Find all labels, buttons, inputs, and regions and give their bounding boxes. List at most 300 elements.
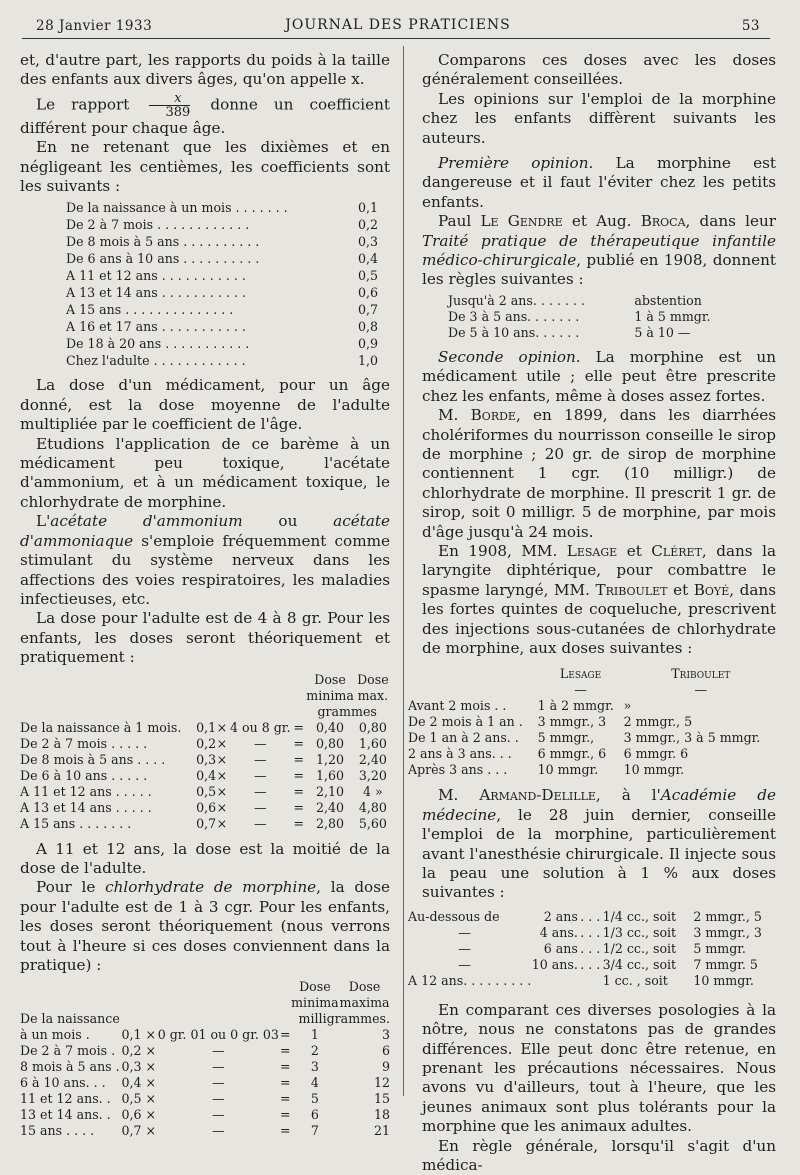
adult-dose: — <box>212 1091 225 1107</box>
dose-min: 3 <box>310 1059 319 1075</box>
coefficient-age-cell <box>66 335 352 352</box>
lesage-dose: 10 mmgr. <box>537 762 599 778</box>
lesage-dose: 3 mmgr., 3 <box>537 714 607 730</box>
coefficient-age: A 15 ans <box>66 302 122 318</box>
leader-dots: . . . . . . . . . . <box>179 251 260 267</box>
coefficient-value: 0,4 <box>357 251 378 267</box>
dose-min: 2,10 <box>316 783 345 799</box>
triboulet-dose: 10 mmgr. <box>623 762 685 778</box>
coefficient-value: 0,3 <box>357 234 378 250</box>
table-row <box>20 1027 390 1043</box>
text: s'emploie fréquemment comme stimulant du système nerveux dans les affections des voies respiratoires, les maladies infectieuses, etc. <box>20 531 390 608</box>
equals-sign: = <box>280 1027 291 1043</box>
age-label: 6 à 10 ans. . . <box>20 1075 106 1091</box>
coefficient-age-cell <box>66 199 352 216</box>
right-column <box>408 51 777 1175</box>
paragraph-legendre-broca <box>422 212 776 290</box>
coefficient-age-cell <box>66 216 352 233</box>
times-sign: × <box>216 815 228 831</box>
dose-min: 6 <box>310 1107 319 1123</box>
dose-min: 2,40 <box>316 799 345 815</box>
italic-term: chlorhydrate de morphine <box>105 878 317 897</box>
paragraph: et, d'autre part, les rapports du poids à la taille des enfants aux divers âges, qu'on appelle x. <box>20 51 390 89</box>
age-label: De 1 an à 2 ans. . <box>408 730 519 746</box>
dose-min: 1 <box>310 1027 319 1043</box>
adult-dose: — <box>253 783 267 799</box>
volume: 1/4 cc., soit <box>602 908 677 924</box>
table-row <box>448 325 738 341</box>
age-value: 10 ans. <box>531 956 578 972</box>
dose-max: 6 <box>381 1043 390 1059</box>
coefficient-age: A 16 et 17 ans <box>66 319 158 335</box>
table-row <box>20 688 390 704</box>
dose-max: 4,80 <box>358 799 387 815</box>
spacer-cell <box>20 704 304 720</box>
rule-age: De 3 à 5 ans. . . . . . . <box>448 308 580 324</box>
equals-sign: = <box>280 1107 291 1123</box>
table-row <box>66 318 378 335</box>
equals-sign: = <box>293 815 304 831</box>
age-label: 13 et 14 ans. . <box>20 1107 111 1123</box>
dose: 3 mmgr., 3 <box>693 924 762 940</box>
coefficient: 0,6 <box>196 799 217 815</box>
table-row <box>66 352 378 369</box>
table-row <box>66 267 378 284</box>
dose-max: 4 » <box>363 783 383 799</box>
paragraph-borde <box>422 406 776 542</box>
coefficient: 0,4 × <box>121 1075 157 1091</box>
dose-min: 0,80 <box>316 735 345 751</box>
coefficient: 0,4 <box>196 767 217 783</box>
spacer-cell <box>408 682 538 698</box>
author-name: Armand-Delille <box>479 786 596 805</box>
adult-dose: 0 gr. 01 ou 0 gr. 03 <box>157 1027 279 1043</box>
paragraph: La dose pour l'adulte est de 4 à 8 gr. Pour les enfants, les doses seront théoriquement et pratiquement : <box>20 609 390 667</box>
column-header: minima <box>306 687 354 703</box>
leader-dots: . . . <box>580 924 601 940</box>
text: Paul <box>438 212 481 231</box>
age-prefix: — <box>458 924 471 940</box>
age-label: Après 3 ans . . . <box>408 762 508 778</box>
coefficient: 0,5 × <box>121 1091 157 1107</box>
adult-dose: — <box>253 799 267 815</box>
adult-dose: 4 ou 8 gr. <box>230 719 291 735</box>
header-dash: — <box>694 682 708 698</box>
age-label: à un mois . <box>20 1027 90 1043</box>
morphine-dose-table <box>20 979 390 1139</box>
table-row <box>20 1011 390 1027</box>
paragraph-ratio <box>20 92 390 138</box>
italic-heading: Première opinion. <box>438 154 594 173</box>
coefficient-age: De 18 à 20 ans <box>66 336 162 352</box>
author-name: Broca <box>640 212 686 231</box>
table-row <box>408 666 778 682</box>
equals-sign: = <box>293 767 304 783</box>
column-header-unit: grammes <box>317 703 377 719</box>
coefficient-age-cell <box>66 233 352 250</box>
dose-max: 3 <box>381 1027 390 1043</box>
text: , dans les fortes quintes de coqueluche, prescrivent des injections sous-cutanées de chlorhydrate de morphine, aux doses suivantes : <box>422 580 776 657</box>
leader-dots: . . . <box>580 956 601 972</box>
table-row <box>408 682 778 698</box>
italic-term: acétate d'ammonium <box>50 512 243 531</box>
table-row <box>20 752 390 768</box>
table-row <box>20 784 390 800</box>
paragraph: En règle générale, lorsqu'il s'agit d'un médica- <box>422 1136 776 1175</box>
coefficient: 0,2 <box>196 735 217 751</box>
paragraph-morphine <box>20 878 390 975</box>
volume: 3/4 cc., soit <box>602 956 677 972</box>
coefficient: 0,1 <box>196 719 217 735</box>
dose-min: 2,80 <box>316 815 345 831</box>
dose: 2 mmgr., 5 <box>693 908 762 924</box>
coefficient-age-cell <box>66 267 352 284</box>
text: ou <box>242 512 334 531</box>
equals-sign: = <box>293 799 304 815</box>
coefficient-age: De 8 mois à 5 ans <box>66 234 180 250</box>
dose-max: 15 <box>373 1091 390 1107</box>
fraction-denominator: 389 <box>165 104 191 120</box>
table-row <box>408 762 778 778</box>
paragraph: La dose d'un médicament, pour un âge donné, est la dose moyenne de l'adulte multipliée par le coefficient de l'âge. <box>20 376 390 434</box>
coefficient-age-cell <box>66 250 352 267</box>
text: , à l' <box>595 786 661 805</box>
coefficient: 0,7 × <box>121 1123 157 1139</box>
ratio-text-before: Le rapport <box>36 95 130 114</box>
dose-max: 0,80 <box>358 719 387 735</box>
table-row <box>408 746 778 762</box>
equals-sign: = <box>280 1123 291 1139</box>
author-name: Le Gendre <box>480 212 563 231</box>
age-value: 6 ans <box>543 940 578 956</box>
header-journal-title: JOURNAL DES PRATICIENS <box>285 17 511 33</box>
column-header-triboulet: Triboulet <box>671 666 731 682</box>
coefficient-age: A 11 et 12 ans <box>66 268 158 284</box>
adult-dose: — <box>212 1107 225 1123</box>
adult-dose: — <box>253 735 267 751</box>
times-sign: × <box>216 767 228 783</box>
paragraph-first-opinion <box>422 154 776 212</box>
dose-max: 2,40 <box>358 751 387 767</box>
age-label: De 2 mois à 1 an . <box>408 714 523 730</box>
leader-dots: . . . . . . . . . . . . . . <box>121 302 234 318</box>
column-header-unit: milligrammes. <box>298 1011 390 1027</box>
header-page-number: 53 <box>741 18 760 34</box>
dose-min: 7 <box>310 1123 319 1139</box>
volume: 1 cc. , soit <box>602 972 668 988</box>
times-sign: × <box>216 799 228 815</box>
triboulet-dose: » <box>623 698 632 714</box>
age-value: 4 ans. <box>539 924 578 940</box>
dose: 5 mmgr. <box>693 940 746 956</box>
header-rule <box>22 38 770 39</box>
text: , le 28 juin dernier, conseille l'emploi de la morphine, particulièrement avant l'anesthésie chirurgicale. Il injecte sous la peau une solution à 1 % aux doses suivantes : <box>422 805 776 902</box>
table-row <box>66 250 378 267</box>
coefficient: 0,2 × <box>121 1043 157 1059</box>
table-row <box>20 704 390 720</box>
table-row <box>66 284 378 301</box>
adult-dose: — <box>253 751 267 767</box>
spacer-cell <box>408 666 538 682</box>
triboulet-dose: 6 mmgr. 6 <box>623 746 689 762</box>
coefficient-age-cell <box>66 284 352 301</box>
paragraph-lesage-triboulet <box>422 542 776 658</box>
dose-min: 5 <box>310 1091 319 1107</box>
spacer-cell <box>20 995 291 1011</box>
fraction-numerator: x <box>149 92 190 106</box>
table-row <box>20 720 390 736</box>
coefficient-value: 0,5 <box>357 268 378 284</box>
spacer-cell <box>20 672 304 688</box>
table-row <box>20 979 390 995</box>
coefficient-age-cell <box>66 352 352 369</box>
coefficient-age: A 13 et 14 ans <box>66 285 158 301</box>
coefficient: 0,6 × <box>121 1107 157 1123</box>
volume: 1/2 cc., soit <box>602 940 677 956</box>
paragraph-ammonium <box>20 512 390 609</box>
column-header: Dose <box>357 671 389 687</box>
lesage-dose: 6 mmgr., 6 <box>537 746 607 762</box>
dose-min: 0,40 <box>316 719 345 735</box>
text: M. <box>438 786 480 805</box>
table-row <box>66 335 378 352</box>
times-sign: × <box>216 719 228 735</box>
coefficient-value: 0,1 <box>357 200 378 216</box>
age-label: De 2 à 7 mois . . . . . <box>20 735 148 751</box>
age-label: 11 et 12 ans. . <box>20 1091 111 1107</box>
leader-dots: . . . . . . . . . . <box>179 234 260 250</box>
text: , la dose pour l'adulte est de 1 à 3 cgr. Pour les enfants, les doses seront théoriquement (nous verrons tout à l'heure si ces doses conviennent dans la pratique) : <box>20 878 390 974</box>
table-row <box>408 957 778 973</box>
coefficient: 0,7 <box>196 815 217 831</box>
leader-dots: . . . . . . . . . . . <box>157 268 246 284</box>
text: , dans la laryngite diphtérique, pour combattre le spasme laryngé, MM. <box>422 541 776 599</box>
leader-dots: . . . <box>580 908 601 924</box>
table-row <box>20 1043 390 1059</box>
rule-dose: 1 à 5 mmgr. <box>634 308 711 324</box>
age-label: De la naissance à 1 mois. <box>20 719 182 735</box>
table-row <box>20 995 390 1011</box>
lesage-triboulet-table <box>408 666 778 778</box>
paragraph-armand-delille <box>422 786 776 902</box>
book-title: Traité pratique de thérapeutique infantile médico-chirurgicale <box>422 231 776 270</box>
table-row <box>20 1123 390 1139</box>
table-row <box>20 1091 390 1107</box>
times-sign: × <box>216 735 228 751</box>
equals-sign: = <box>280 1091 291 1107</box>
table-row <box>20 1107 390 1123</box>
column-header: Dose <box>348 979 381 995</box>
ratio-text-after: donne un coefficient différent pour chaque âge. <box>20 95 391 137</box>
equals-sign: = <box>293 719 304 735</box>
paragraph: En comparant ces diverses posologies à la nôtre, nous ne constatons pas de grandes différences. Elle peut donc être retenue, en prenant les précautions nécessaires. Nous avons vu d'ailleurs, tout à l'heure, que les jeunes animaux sont plus tolérants pour la morphine que les animaux adultes. <box>422 1000 776 1136</box>
age-label: A 15 ans . . . . . . . <box>20 815 132 831</box>
coefficient-age: De 6 ans à 10 ans <box>66 251 180 267</box>
text: L' <box>36 512 51 531</box>
equals-sign: = <box>293 751 304 767</box>
age-prefix: — <box>458 956 471 972</box>
dose-max: 1,60 <box>358 735 387 751</box>
age-label: 15 ans . . . . <box>20 1123 95 1139</box>
table-row <box>66 216 378 233</box>
header-dash: — <box>574 682 587 698</box>
table-row <box>408 714 778 730</box>
spacer-cell <box>20 688 304 704</box>
text: , dans leur <box>685 212 776 231</box>
coefficient-value: 1,0 <box>357 353 378 369</box>
age-prefix: A 12 ans. . . . . . . . . <box>408 972 532 988</box>
table-row <box>20 1075 390 1091</box>
text: En 1908, MM. <box>438 541 567 560</box>
coefficient-age: De la naissance à un mois <box>66 200 232 216</box>
coefficient: 0,3 <box>196 751 217 767</box>
table-row <box>20 768 390 784</box>
coefficient-value: 0,2 <box>357 217 378 233</box>
text: et Aug. <box>562 212 641 231</box>
paragraph-second-opinion <box>422 348 776 406</box>
adult-dose: — <box>212 1123 225 1139</box>
table-row <box>20 1059 390 1075</box>
lesage-dose: 1 à 2 mmgr. <box>537 698 614 714</box>
institution-name: Académie de médecine <box>422 786 776 824</box>
dose-min: 1,20 <box>316 751 345 767</box>
age-label: 8 mois à 5 ans . <box>20 1059 120 1075</box>
equals-sign: = <box>280 1043 291 1059</box>
leader-dots: . . . . . . . <box>231 200 288 216</box>
leader-dots: . . . . . . . . . . . . <box>153 217 250 233</box>
triboulet-dose: 3 mmgr., 3 à 5 mmgr. <box>623 730 761 746</box>
first-age-label: De la naissance <box>20 1011 120 1027</box>
dose-max: 21 <box>373 1123 390 1139</box>
author-name: Lesage <box>566 541 618 560</box>
column-header: max. <box>357 687 389 703</box>
table-row <box>408 698 778 714</box>
table-row <box>66 233 378 250</box>
text: , en 1899, dans les diarrhées cholériformes du nourrisson conseille le sirop de morphine ; 20 gr. de sirop de morphine contiennent 1 cgr. (10 milligr.) de chlorhydrate de morphine. Il prescrit 1 gr. de sirop, soit 0 milligr. 5 de morphine, par mois d'âge jusqu'à 24 mois. <box>422 406 776 541</box>
paragraph: En ne retenant que les dixièmes et en négligeant les centièmes, les coefficients sont les suivants : <box>20 138 390 196</box>
leader-dots: . . . . . . . . . . . . <box>149 353 246 369</box>
ratio-fraction <box>149 92 190 119</box>
age-label: 2 ans à 3 ans. . . <box>408 746 512 762</box>
coefficient: 0,1 × <box>121 1027 157 1043</box>
left-column <box>20 51 390 1139</box>
triboulet-dose: 2 mmgr., 5 <box>623 714 693 730</box>
italic-term: acétate d'ammoniaque <box>20 512 390 550</box>
rule-dose: 5 à 10 — <box>634 324 691 340</box>
table-row <box>20 800 390 816</box>
text: et <box>617 541 652 560</box>
column-header: maxima <box>339 995 390 1011</box>
adult-dose: — <box>212 1059 225 1075</box>
dose-max: 3,20 <box>358 767 387 783</box>
coefficient: 0,3 × <box>121 1059 157 1075</box>
author-name: Borde <box>470 406 516 425</box>
table-row <box>408 909 778 925</box>
author-name: Boyé <box>693 580 730 599</box>
table-row <box>20 736 390 752</box>
page-header <box>36 14 760 36</box>
dose-max: 12 <box>373 1075 390 1091</box>
coefficient-value: 0,9 <box>357 336 378 352</box>
column-header-lesage: Lesage <box>559 666 602 682</box>
age-label: Avant 2 mois . . <box>408 698 507 714</box>
table-row <box>408 941 778 957</box>
dose-max: 9 <box>381 1059 390 1075</box>
adult-dose: — <box>212 1043 225 1059</box>
coefficient-age: De 2 à 7 mois <box>66 217 154 233</box>
spacer-cell <box>122 1011 291 1027</box>
adult-dose: — <box>253 767 267 783</box>
dose: 10 mmgr. <box>693 972 754 988</box>
times-sign: × <box>216 783 228 799</box>
rule-age: Jusqu'à 2 ans. . . . . . . <box>448 292 585 308</box>
dose: 7 mmgr. 5 <box>693 956 758 972</box>
adult-dose: — <box>212 1075 225 1091</box>
table-row <box>408 730 778 746</box>
age-label: De 6 à 10 ans . . . . . <box>20 767 148 783</box>
leader-dots: . . . . . . . . . . . <box>157 285 246 301</box>
spacer-cell <box>20 979 291 995</box>
coefficient-age: Chez l'adulte <box>66 353 150 369</box>
paragraph: Etudions l'application de ce barème à un médicament peu toxique, l'acétate d'ammonium, et à un médicament toxique, le chlorhydrate de morphine. <box>20 434 390 511</box>
age-label: De 8 mois à 5 ans . . . . <box>20 751 166 767</box>
rule-age: De 5 à 10 ans. . . . . . <box>448 324 580 340</box>
text: Pour le <box>36 878 106 897</box>
dose-min: 1,60 <box>316 767 345 783</box>
coefficient-age-cell <box>66 318 352 335</box>
table-row <box>448 309 738 325</box>
table-row <box>448 293 738 309</box>
paragraph: Les opinions sur l'emploi de la morphine chez les enfants diffèrent suivants les auteurs. <box>422 89 776 147</box>
times-sign: × <box>216 751 228 767</box>
text: La morphine est un médicament utile ; elle peut être prescrite chez les enfants, même à doses assez fortes. <box>422 347 776 405</box>
table-row <box>408 973 778 989</box>
dose-max: 5,60 <box>358 815 387 831</box>
coefficient-value: 0,8 <box>357 319 378 335</box>
column-header: Dose <box>314 671 346 687</box>
age-label: De 2 à 7 mois . <box>20 1043 116 1059</box>
lesage-dose: 5 mmgr., <box>537 730 595 746</box>
age-value: 2 ans <box>543 908 578 924</box>
dose-max: 18 <box>373 1107 390 1123</box>
italic-heading: Seconde opinion. <box>438 347 581 366</box>
leader-dots: . . . <box>580 940 601 956</box>
table-row <box>408 925 778 941</box>
dose-min: 2 <box>310 1043 319 1059</box>
equals-sign: = <box>293 783 304 799</box>
coefficient: 0,5 <box>196 783 217 799</box>
adult-dose: — <box>253 815 267 831</box>
armand-delille-table <box>408 909 778 989</box>
age-prefix: Au-dessous de <box>408 908 500 924</box>
rule-dose: abstention <box>634 292 702 308</box>
text: M. <box>438 406 471 425</box>
column-header: minima <box>291 995 339 1011</box>
text: La morphine est dangereuse et il faut l'éviter chez les petits enfants. <box>422 154 777 211</box>
volume: 1/3 cc., soit <box>602 924 677 940</box>
author-name: Triboulet <box>595 580 668 599</box>
table-row <box>20 672 390 688</box>
ammonium-dose-table <box>20 672 390 832</box>
leader-dots: . . . . . . . . . . . <box>157 319 246 335</box>
age-label: A 13 et 14 ans . . . . . <box>20 799 152 815</box>
table-row <box>20 816 390 832</box>
coefficient-age-cell <box>66 301 352 318</box>
equals-sign: = <box>280 1059 291 1075</box>
header-date: 28 Janvier 1933 <box>36 18 153 34</box>
leader-dots: . . . . . . . . . . . <box>161 336 250 352</box>
age-prefix: — <box>458 940 471 956</box>
